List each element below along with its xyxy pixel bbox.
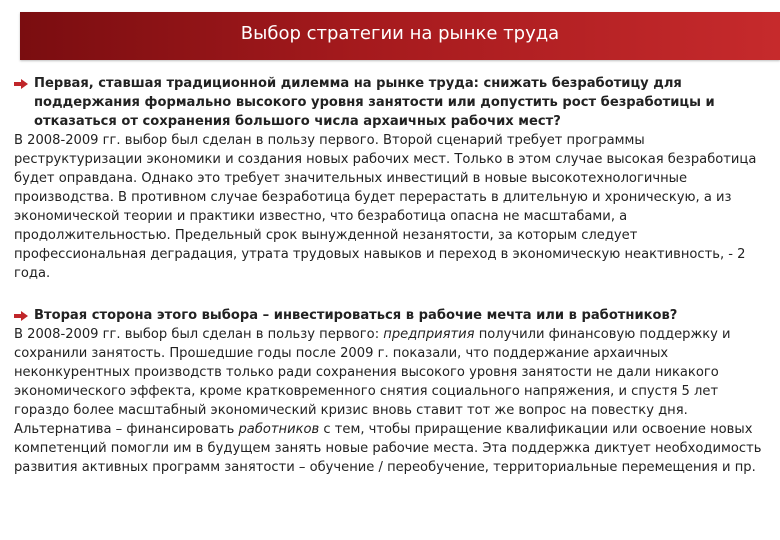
section-2-heading-text: Вторая сторона этого выбора – инвестироваться в рабочие мечта или в работников? [34,308,678,323]
arrow-right-icon [14,79,28,89]
section-1-heading-text: Первая, ставшая традиционной дилемма на рынке труда: снижать безработицу для поддержания формально высокого уровня занятости или допустить рост безработицы и отказаться от сохранения большого числа архаичных рабочих мест? [34,76,715,129]
title-banner [20,12,780,60]
arrow-right-icon [14,311,28,321]
section-1-heading [14,74,766,131]
section-1-body: В 2008-2009 гг. выбор был сделан в пользу первого. Второй сценарий требует программы реструктуризации экономики и создания новых рабочих мест. Только в этом случае высокая безработица будет оправдана. Однако это требует значительных инвестиций в новые высокотехнологичные производства. В противном случае безработица будет перерастать в длительную и хроническую, а из экономической теории и практики известно, что безработица опасна не масштабами, а продолжительностью. Предельный срок вынужденной незанятости, за которым следует профессиональная деградация, утрата трудовых навыков и переход в экономическую неактивность, - 2 года. [14,133,757,281]
section-2-body [14,325,766,477]
slide-content [14,74,766,477]
section-2-heading [14,306,766,325]
section-2-body-em2: работников [238,422,320,437]
page-title: Выбор стратегии на рынке труда [240,23,560,44]
section-2-body-part3: с тем, чтобы приращение квалификации или освоение новых компетенций помогли им в будущем занять новые рабочие места. Эта поддержка диктует необходимость развития активных программ занятости – обучение / переобучение, территориальные перемещения и пр. [14,422,762,475]
section-2-body-part1: В 2008-2009 гг. выбор был сделан в пользу первого: [14,327,384,342]
section-2-body-part2: получили финансовую поддержку и сохранили занятость. Прошедшие годы после 2009 г. показали, что поддержание архаичных неконкурентных производств только ради сохранения высокого уровня занятости не дали никакого экономического эффекта, кроме кратковременного снятия социального напряжения, и спустя 5 лет гораздо более масштабный экономический кризис вновь ставит тот же вопрос на повестку дня. Альтернатива – финансировать [14,327,731,437]
section-2-body-em1: предприятия [383,327,475,342]
